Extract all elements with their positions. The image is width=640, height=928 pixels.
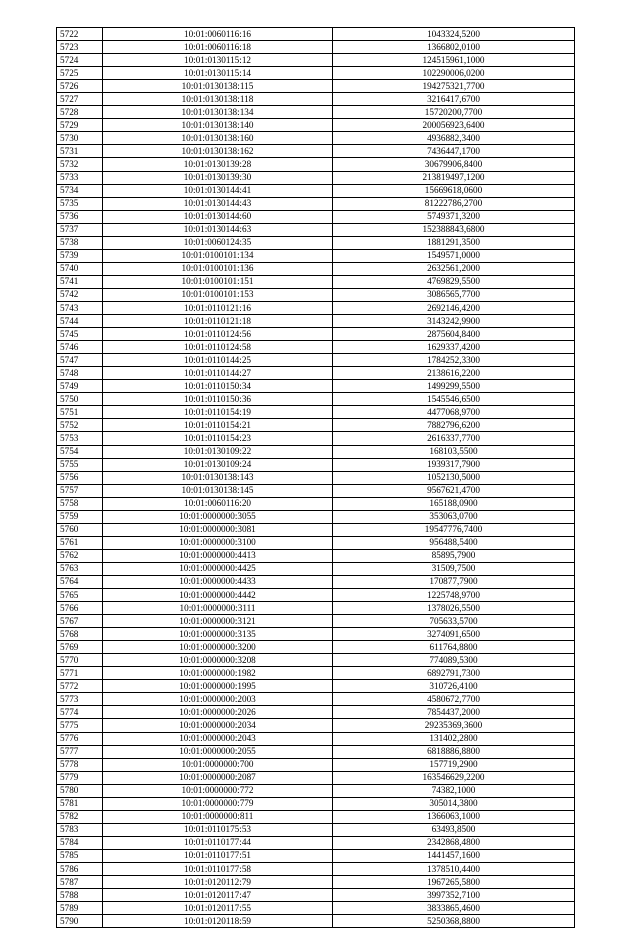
table-row	[57, 849, 575, 862]
cadastral-number-cell: 10:01:0130139:30	[103, 171, 333, 184]
cadastral-number-cell: 10:01:0060124:35	[103, 236, 333, 249]
value-cell: 1441457,1600	[333, 849, 575, 862]
row-number-cell: 5741	[57, 275, 103, 288]
cadastral-number-cell: 10:01:0130109:22	[103, 445, 333, 458]
table-row	[57, 249, 575, 262]
value-cell: 1366802,0100	[333, 41, 575, 54]
cadastral-number-cell: 10:01:0100101:134	[103, 249, 333, 262]
cadastral-number-cell: 10:01:0000000:1995	[103, 680, 333, 693]
cadastral-number-cell: 10:01:0100101:153	[103, 288, 333, 301]
value-cell: 1967265,5800	[333, 876, 575, 889]
row-number-cell: 5727	[57, 93, 103, 106]
value-cell: 200056923,6400	[333, 119, 575, 132]
value-cell: 6892791,7300	[333, 667, 575, 680]
cadastral-number-cell: 10:01:0110150:36	[103, 393, 333, 406]
row-number-cell: 5759	[57, 510, 103, 523]
value-cell: 124515961,1000	[333, 54, 575, 67]
row-number-cell: 5779	[57, 771, 103, 784]
value-cell: 1629337,4200	[333, 341, 575, 354]
cadastral-number-cell: 10:01:0130138:160	[103, 132, 333, 145]
value-cell: 170877,7900	[333, 575, 575, 588]
table-row	[57, 301, 575, 314]
row-number-cell: 5751	[57, 406, 103, 419]
value-cell: 5749371,3200	[333, 210, 575, 223]
cadastral-number-cell: 10:01:0130115:12	[103, 54, 333, 67]
value-cell: 1366063,1000	[333, 810, 575, 823]
value-cell: 310726,4100	[333, 680, 575, 693]
table-row	[57, 810, 575, 823]
table-row	[57, 876, 575, 889]
cadastral-number-cell: 10:01:0110124:58	[103, 341, 333, 354]
table-row	[57, 458, 575, 471]
value-cell: 3143242,9900	[333, 315, 575, 328]
row-number-cell: 5750	[57, 393, 103, 406]
cadastral-number-cell: 10:01:0130138:145	[103, 484, 333, 497]
cadastral-number-cell: 10:01:0000000:779	[103, 797, 333, 810]
row-number-cell: 5752	[57, 419, 103, 432]
value-cell: 131402,2800	[333, 732, 575, 745]
row-number-cell: 5736	[57, 210, 103, 223]
value-cell: 163546629,2200	[333, 771, 575, 784]
row-number-cell: 5755	[57, 458, 103, 471]
value-cell: 152388843,6800	[333, 223, 575, 236]
value-cell: 15669618,0600	[333, 184, 575, 197]
row-number-cell: 5767	[57, 615, 103, 628]
table-row	[57, 197, 575, 210]
row-number-cell: 5765	[57, 589, 103, 602]
table-row	[57, 784, 575, 797]
row-number-cell: 5732	[57, 158, 103, 171]
value-cell: 1549571,0000	[333, 249, 575, 262]
table-body	[57, 28, 575, 928]
cadastral-number-cell: 10:01:0060116:18	[103, 41, 333, 54]
value-cell: 2692146,4200	[333, 301, 575, 314]
table-row	[57, 902, 575, 915]
row-number-cell: 5722	[57, 28, 103, 41]
value-cell: 774089,5300	[333, 654, 575, 667]
value-cell: 4477068,9700	[333, 406, 575, 419]
value-cell: 213819497,1200	[333, 171, 575, 184]
row-number-cell: 5740	[57, 262, 103, 275]
table-row	[57, 628, 575, 641]
table-row	[57, 380, 575, 393]
table-row	[57, 28, 575, 41]
cadastral-number-cell: 10:01:0120117:47	[103, 889, 333, 902]
value-cell: 1499299,5500	[333, 380, 575, 393]
value-cell: 165188,0900	[333, 497, 575, 510]
cadastral-number-cell: 10:01:0110124:56	[103, 328, 333, 341]
row-number-cell: 5733	[57, 171, 103, 184]
value-cell: 2616337,7700	[333, 432, 575, 445]
table-row	[57, 80, 575, 93]
table-row	[57, 771, 575, 784]
table-row	[57, 171, 575, 184]
value-cell: 1043324,5200	[333, 28, 575, 41]
table-row	[57, 706, 575, 719]
value-cell: 19547776,7400	[333, 523, 575, 536]
row-number-cell: 5764	[57, 575, 103, 588]
table-row	[57, 745, 575, 758]
table-row	[57, 719, 575, 732]
row-number-cell: 5783	[57, 823, 103, 836]
table-row	[57, 797, 575, 810]
cadastral-number-cell: 10:01:0000000:4413	[103, 549, 333, 562]
cadastral-number-cell: 10:01:0100101:136	[103, 262, 333, 275]
table-row	[57, 145, 575, 158]
table-row	[57, 315, 575, 328]
table-row	[57, 471, 575, 484]
value-cell: 353063,0700	[333, 510, 575, 523]
row-number-cell: 5739	[57, 249, 103, 262]
cadastral-number-cell: 10:01:0000000:2034	[103, 719, 333, 732]
value-cell: 102290006,0200	[333, 67, 575, 80]
row-number-cell: 5758	[57, 497, 103, 510]
row-number-cell: 5787	[57, 876, 103, 889]
value-cell: 6818886,8800	[333, 745, 575, 758]
row-number-cell: 5775	[57, 719, 103, 732]
row-number-cell: 5771	[57, 667, 103, 680]
cadastral-number-cell: 10:01:0130115:14	[103, 67, 333, 80]
cadastral-number-cell: 10:01:0000000:3208	[103, 654, 333, 667]
table-row	[57, 210, 575, 223]
cadastral-number-cell: 10:01:0130144:60	[103, 210, 333, 223]
row-number-cell: 5753	[57, 432, 103, 445]
value-cell: 956488,5400	[333, 536, 575, 549]
cadastral-number-cell: 10:01:0110150:34	[103, 380, 333, 393]
value-cell: 157719,2900	[333, 758, 575, 771]
value-cell: 2342868,4800	[333, 836, 575, 849]
cadastral-number-cell: 10:01:0130144:43	[103, 197, 333, 210]
cadastral-number-cell: 10:01:0000000:811	[103, 810, 333, 823]
value-cell: 5250368,8800	[333, 915, 575, 928]
value-cell: 31509,7500	[333, 562, 575, 575]
row-number-cell: 5788	[57, 889, 103, 902]
cadastral-number-cell: 10:01:0130144:63	[103, 223, 333, 236]
table-row	[57, 432, 575, 445]
row-number-cell: 5749	[57, 380, 103, 393]
row-number-cell: 5789	[57, 902, 103, 915]
row-number-cell: 5781	[57, 797, 103, 810]
row-number-cell: 5745	[57, 328, 103, 341]
value-cell: 168103,5500	[333, 445, 575, 458]
table-row	[57, 823, 575, 836]
cadastral-number-cell: 10:01:0000000:3055	[103, 510, 333, 523]
value-cell: 4580672,7700	[333, 693, 575, 706]
cadastral-number-cell: 10:01:0130138:115	[103, 80, 333, 93]
value-cell: 705633,5700	[333, 615, 575, 628]
row-number-cell: 5762	[57, 549, 103, 562]
row-number-cell: 5786	[57, 863, 103, 876]
table-row	[57, 328, 575, 341]
row-number-cell: 5761	[57, 536, 103, 549]
value-cell: 1881291,3500	[333, 236, 575, 249]
value-cell: 3274091,6500	[333, 628, 575, 641]
table-row	[57, 915, 575, 928]
row-number-cell: 5763	[57, 562, 103, 575]
row-number-cell: 5738	[57, 236, 103, 249]
row-number-cell: 5769	[57, 641, 103, 654]
cadastral-number-cell: 10:01:0000000:3200	[103, 641, 333, 654]
value-cell: 7436447,1700	[333, 145, 575, 158]
cadastral-number-cell: 10:01:0110121:16	[103, 301, 333, 314]
row-number-cell: 5772	[57, 680, 103, 693]
table-row	[57, 367, 575, 380]
row-number-cell: 5770	[57, 654, 103, 667]
row-number-cell: 5774	[57, 706, 103, 719]
value-cell: 7854437,2000	[333, 706, 575, 719]
value-cell: 9567621,4700	[333, 484, 575, 497]
row-number-cell: 5746	[57, 341, 103, 354]
row-number-cell: 5785	[57, 849, 103, 862]
value-cell: 4769829,5500	[333, 275, 575, 288]
cadastral-number-cell: 10:01:0100101:151	[103, 275, 333, 288]
row-number-cell: 5737	[57, 223, 103, 236]
value-cell: 3833865,4600	[333, 902, 575, 915]
row-number-cell: 5730	[57, 132, 103, 145]
row-number-cell: 5743	[57, 301, 103, 314]
row-number-cell: 5742	[57, 288, 103, 301]
cadastral-number-cell: 10:01:0000000:2043	[103, 732, 333, 745]
row-number-cell: 5726	[57, 80, 103, 93]
table-row	[57, 236, 575, 249]
cadastral-number-cell: 10:01:0130138:140	[103, 119, 333, 132]
table-row	[57, 41, 575, 54]
cadastral-number-cell: 10:01:0060116:16	[103, 28, 333, 41]
value-cell: 30679906,8400	[333, 158, 575, 171]
table-row	[57, 549, 575, 562]
row-number-cell: 5723	[57, 41, 103, 54]
table-row	[57, 523, 575, 536]
row-number-cell: 5757	[57, 484, 103, 497]
table-row	[57, 54, 575, 67]
table-row	[57, 275, 575, 288]
table-row	[57, 602, 575, 615]
row-number-cell: 5784	[57, 836, 103, 849]
row-number-cell: 5744	[57, 315, 103, 328]
value-cell: 7882796,6200	[333, 419, 575, 432]
table-row	[57, 341, 575, 354]
value-cell: 15720200,7700	[333, 106, 575, 119]
cadastral-number-cell: 10:01:0000000:2055	[103, 745, 333, 758]
cadastral-number-cell: 10:01:0130109:24	[103, 458, 333, 471]
table-row	[57, 562, 575, 575]
cadastral-number-cell: 10:01:0000000:1982	[103, 667, 333, 680]
cadastral-number-cell: 10:01:0110154:23	[103, 432, 333, 445]
table-row	[57, 510, 575, 523]
value-cell: 85895,7900	[333, 549, 575, 562]
cadastral-number-cell: 10:01:0000000:3100	[103, 536, 333, 549]
cadastral-number-cell: 10:01:0130138:143	[103, 471, 333, 484]
row-number-cell: 5754	[57, 445, 103, 458]
row-number-cell: 5790	[57, 915, 103, 928]
cadastral-number-cell: 10:01:0130138:118	[103, 93, 333, 106]
value-cell: 1545546,6500	[333, 393, 575, 406]
table-row	[57, 354, 575, 367]
cadastral-number-cell: 10:01:0000000:2003	[103, 693, 333, 706]
table-row	[57, 288, 575, 301]
table-row	[57, 497, 575, 510]
row-number-cell: 5748	[57, 367, 103, 380]
row-number-cell: 5773	[57, 693, 103, 706]
cadastral-number-cell: 10:01:0130138:134	[103, 106, 333, 119]
value-cell: 1052130,5000	[333, 471, 575, 484]
row-number-cell: 5735	[57, 197, 103, 210]
row-number-cell: 5777	[57, 745, 103, 758]
table-row	[57, 654, 575, 667]
table-row	[57, 589, 575, 602]
value-cell: 2138616,2200	[333, 367, 575, 380]
row-number-cell: 5724	[57, 54, 103, 67]
cadastral-number-cell: 10:01:0000000:4433	[103, 575, 333, 588]
table-row	[57, 680, 575, 693]
table-row	[57, 863, 575, 876]
row-number-cell: 5776	[57, 732, 103, 745]
table-row	[57, 536, 575, 549]
cadastral-number-cell: 10:01:0000000:4442	[103, 589, 333, 602]
table-row	[57, 732, 575, 745]
value-cell: 1784252,3300	[333, 354, 575, 367]
table-row	[57, 693, 575, 706]
row-number-cell: 5734	[57, 184, 103, 197]
cadastral-number-cell: 10:01:0120117:55	[103, 902, 333, 915]
cadastral-number-cell: 10:01:0000000:3081	[103, 523, 333, 536]
cadastral-number-cell: 10:01:0000000:3135	[103, 628, 333, 641]
cadastral-number-cell: 10:01:0110177:58	[103, 863, 333, 876]
value-cell: 63493,8500	[333, 823, 575, 836]
cadastral-number-cell: 10:01:0000000:3111	[103, 602, 333, 615]
value-cell: 1378510,4400	[333, 863, 575, 876]
row-number-cell: 5768	[57, 628, 103, 641]
table-row	[57, 758, 575, 771]
table-row	[57, 393, 575, 406]
cadastral-number-cell: 10:01:0110177:44	[103, 836, 333, 849]
cadastral-value-table	[56, 27, 575, 928]
row-number-cell: 5729	[57, 119, 103, 132]
cadastral-number-cell: 10:01:0110154:21	[103, 419, 333, 432]
value-cell: 3086565,7700	[333, 288, 575, 301]
row-number-cell: 5731	[57, 145, 103, 158]
cadastral-number-cell: 10:01:0130139:28	[103, 158, 333, 171]
table-row	[57, 132, 575, 145]
row-number-cell: 5766	[57, 602, 103, 615]
cadastral-number-cell: 10:01:0060116:20	[103, 497, 333, 510]
value-cell: 611764,8800	[333, 641, 575, 654]
table-row	[57, 67, 575, 80]
row-number-cell: 5728	[57, 106, 103, 119]
cadastral-number-cell: 10:01:0000000:4425	[103, 562, 333, 575]
value-cell: 1225748,9700	[333, 589, 575, 602]
table-row	[57, 184, 575, 197]
value-cell: 1378026,5500	[333, 602, 575, 615]
value-cell: 305014,3800	[333, 797, 575, 810]
table-row	[57, 419, 575, 432]
table-row	[57, 641, 575, 654]
cadastral-number-cell: 10:01:0120118:59	[103, 915, 333, 928]
cadastral-number-cell: 10:01:0110121:18	[103, 315, 333, 328]
row-number-cell: 5747	[57, 354, 103, 367]
value-cell: 2875604,8400	[333, 328, 575, 341]
table-row	[57, 889, 575, 902]
row-number-cell: 5780	[57, 784, 103, 797]
cadastral-number-cell: 10:01:0130144:41	[103, 184, 333, 197]
table-row	[57, 445, 575, 458]
table-row	[57, 158, 575, 171]
table-row	[57, 484, 575, 497]
table-row	[57, 223, 575, 236]
cadastral-number-cell: 10:01:0110177:51	[103, 849, 333, 862]
row-number-cell: 5778	[57, 758, 103, 771]
table-row	[57, 615, 575, 628]
row-number-cell: 5756	[57, 471, 103, 484]
cadastral-number-cell: 10:01:0000000:2026	[103, 706, 333, 719]
row-number-cell: 5760	[57, 523, 103, 536]
value-cell: 81222786,2700	[333, 197, 575, 210]
table-row	[57, 406, 575, 419]
value-cell: 4936882,3400	[333, 132, 575, 145]
value-cell: 29235369,3600	[333, 719, 575, 732]
cadastral-number-cell: 10:01:0110144:25	[103, 354, 333, 367]
cadastral-number-cell: 10:01:0000000:700	[103, 758, 333, 771]
table-row	[57, 667, 575, 680]
cadastral-number-cell: 10:01:0000000:772	[103, 784, 333, 797]
cadastral-number-cell: 10:01:0110144:27	[103, 367, 333, 380]
cadastral-number-cell: 10:01:0000000:2087	[103, 771, 333, 784]
table-row	[57, 836, 575, 849]
table-row	[57, 119, 575, 132]
cadastral-number-cell: 10:01:0000000:3121	[103, 615, 333, 628]
row-number-cell: 5725	[57, 67, 103, 80]
value-cell: 3997352,7100	[333, 889, 575, 902]
value-cell: 3216417,6700	[333, 93, 575, 106]
cadastral-number-cell: 10:01:0130138:162	[103, 145, 333, 158]
table-row	[57, 106, 575, 119]
value-cell: 194275321,7700	[333, 80, 575, 93]
cadastral-number-cell: 10:01:0110175:53	[103, 823, 333, 836]
row-number-cell: 5782	[57, 810, 103, 823]
table-row	[57, 262, 575, 275]
table-row	[57, 575, 575, 588]
value-cell: 2632561,2000	[333, 262, 575, 275]
table-row	[57, 93, 575, 106]
value-cell: 74382,1000	[333, 784, 575, 797]
value-cell: 1939317,7900	[333, 458, 575, 471]
cadastral-number-cell: 10:01:0120112:79	[103, 876, 333, 889]
cadastral-number-cell: 10:01:0110154:19	[103, 406, 333, 419]
